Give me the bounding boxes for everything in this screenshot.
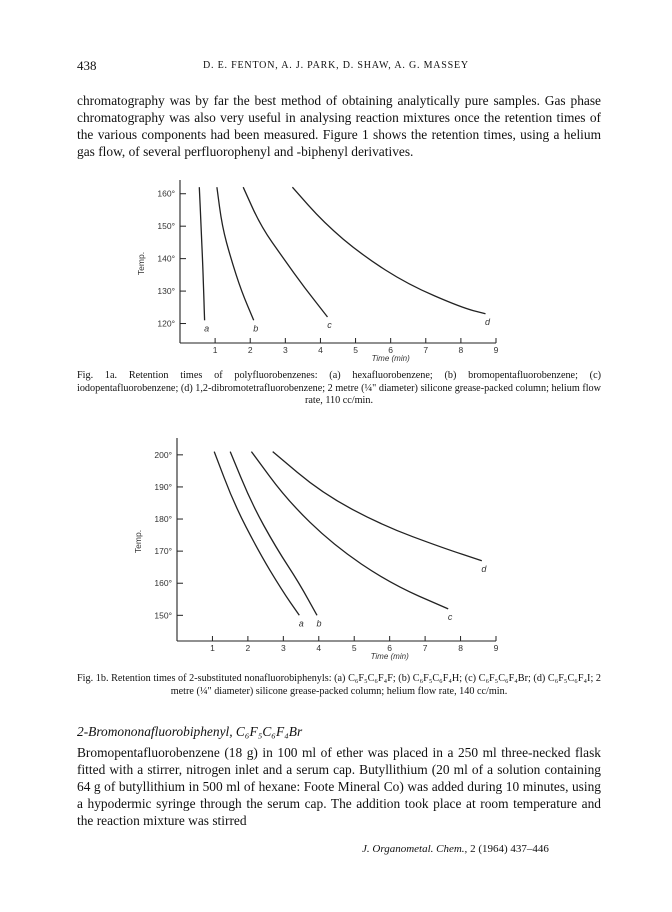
chart-b-x-axis-label: Time (min) xyxy=(370,652,409,661)
chart-b-y-axis-label: Temp. xyxy=(133,529,143,554)
section-heading: 2-Bromononafluorobiphenyl, C₆F₅C₆F₄Br xyxy=(77,724,303,739)
chart-a-series-b xyxy=(217,187,254,320)
figure-1b-caption: Fig. 1b. Retention times of 2-substituted nonafluorobiphenyls: (a) C₆F₅C₆F₄F; (b) C₆F₅C₆F₄H; (c) C₆F₅C₆F₄Br; (d) C₆F₅C₆F₄I; 2 metre (¼" diameter) silicone grease-packed column; helium flow rate, 140 cc/min. xyxy=(77,673,601,697)
chart-a-series-c-label: c xyxy=(327,320,332,331)
chart-a-x-tick-label: 6 xyxy=(388,345,394,355)
chart-a-x-tick-label: 8 xyxy=(458,345,464,355)
chart-a-x-tick-label: 7 xyxy=(423,345,429,355)
chart-a-series-d xyxy=(292,187,485,314)
chart-b-x-tick-label: 7 xyxy=(422,643,428,653)
chart-a-series-b-label: b xyxy=(253,323,259,334)
chart-b-y-tick-label: 170° xyxy=(154,546,172,557)
chart-a-x-tick-label: 5 xyxy=(353,345,358,355)
chart-a-y-tick-label: 150° xyxy=(157,221,175,232)
chart-a-series-a xyxy=(199,187,204,320)
chart-a-y-axis-label: Temp. xyxy=(136,251,146,276)
intro-paragraph: chromatography was by far the best method of obtaining analytically pure samples. Gas phase chromatography was also very useful in analysing reaction mixtures once the retention times of the various components had been measured. Figure 1 shows the retention times, using a helium gas flow, of several perfluorophenyl and -biphenyl derivatives. xyxy=(77,93,601,159)
chart-a-x-tick-label: 1 xyxy=(212,345,218,355)
chart-b-y-tick-label: 180° xyxy=(154,514,172,525)
procedure-paragraph: Bromopentafluorobenzene (18 g) in 100 ml of ether was placed in a 250 ml three-necked flask fitted with a stirrer, nitrogen inlet and a serum cap. Butyllithium (20 ml of a solution containing 64 g of butyllithium in 500 ml of hexane: Foote Mineral Co) was added during 10 minutes, using a hypodermic syringe through the serum cap. The addition took place at room temperature and the reaction mixture was stirred xyxy=(77,745,601,828)
page-number: 438 xyxy=(77,58,97,73)
chart-b-x-tick-label: 5 xyxy=(351,643,357,653)
chart-b-x-tick-label: 8 xyxy=(458,643,463,653)
chart-a-series-c xyxy=(243,187,327,317)
chart-b-y-tick-label: 160° xyxy=(154,578,172,589)
chart-b-x-tick-label: 2 xyxy=(245,643,251,653)
chart-b-x-tick-label: 4 xyxy=(316,643,322,653)
chart-a-y-tick-label: 130° xyxy=(157,286,175,297)
chart-b-y-tick-label: 190° xyxy=(154,481,172,492)
chart-b-series-a-label: a xyxy=(298,618,304,629)
chart-b-series-d xyxy=(273,452,482,561)
chart-a-x-tick-label: 4 xyxy=(318,345,323,355)
running-head-authors: D. E. FENTON, A. J. PARK, D. SHAW, A. G. MASSEY xyxy=(203,60,469,71)
chart-b-series-b xyxy=(230,452,317,616)
chart-a-x-tick-label: 3 xyxy=(282,345,288,355)
figure-1a-caption: Fig. 1a. Retention times of polyfluorobenzenes: (a) hexafluorobenzene; (b) bromopentafluorobenzene; (c) iodopentafluorobenzene; (d) 1,2-dibromotetrafluorobenzene; 2 metre (¼" diameter) silicone grease-packed column; helium flow rate, 110 cc/min. xyxy=(77,370,601,406)
chart-b-x-tick-label: 3 xyxy=(280,643,286,653)
chart-b-series-b-label: b xyxy=(316,618,322,629)
chart-a-x-tick-label: 2 xyxy=(247,345,253,355)
chart-b-series-c-label: c xyxy=(447,611,453,622)
chart-b-x-tick-label: 9 xyxy=(493,643,499,653)
chart-b-x-tick-label: 1 xyxy=(210,643,215,653)
journal-citation: 2 (1964) 437–446 xyxy=(470,843,549,855)
chart-a-y-tick-label: 140° xyxy=(157,253,175,264)
chart-b-series-d-label: d xyxy=(481,563,487,574)
chart-b-y-tick-label: 150° xyxy=(154,610,172,621)
chart-a-y-tick-label: 120° xyxy=(157,318,175,329)
chart-a-x-tick-label: 9 xyxy=(493,345,499,355)
chart-b-y-tick-label: 200° xyxy=(154,449,172,460)
chart-b-series-a xyxy=(214,452,299,616)
journal-footer xyxy=(362,843,549,855)
journal-name: J. Organometal. Chem., xyxy=(362,843,468,855)
chart-b-x-tick-label: 6 xyxy=(387,643,393,653)
chart-a-x-axis-label: Time (min) xyxy=(371,354,410,363)
chart-a-y-tick-label: 160° xyxy=(157,188,175,199)
chart-b-series-c xyxy=(251,452,448,609)
chart-a-series-a-label: a xyxy=(204,323,210,334)
chart-a-series-d-label: d xyxy=(484,316,490,327)
